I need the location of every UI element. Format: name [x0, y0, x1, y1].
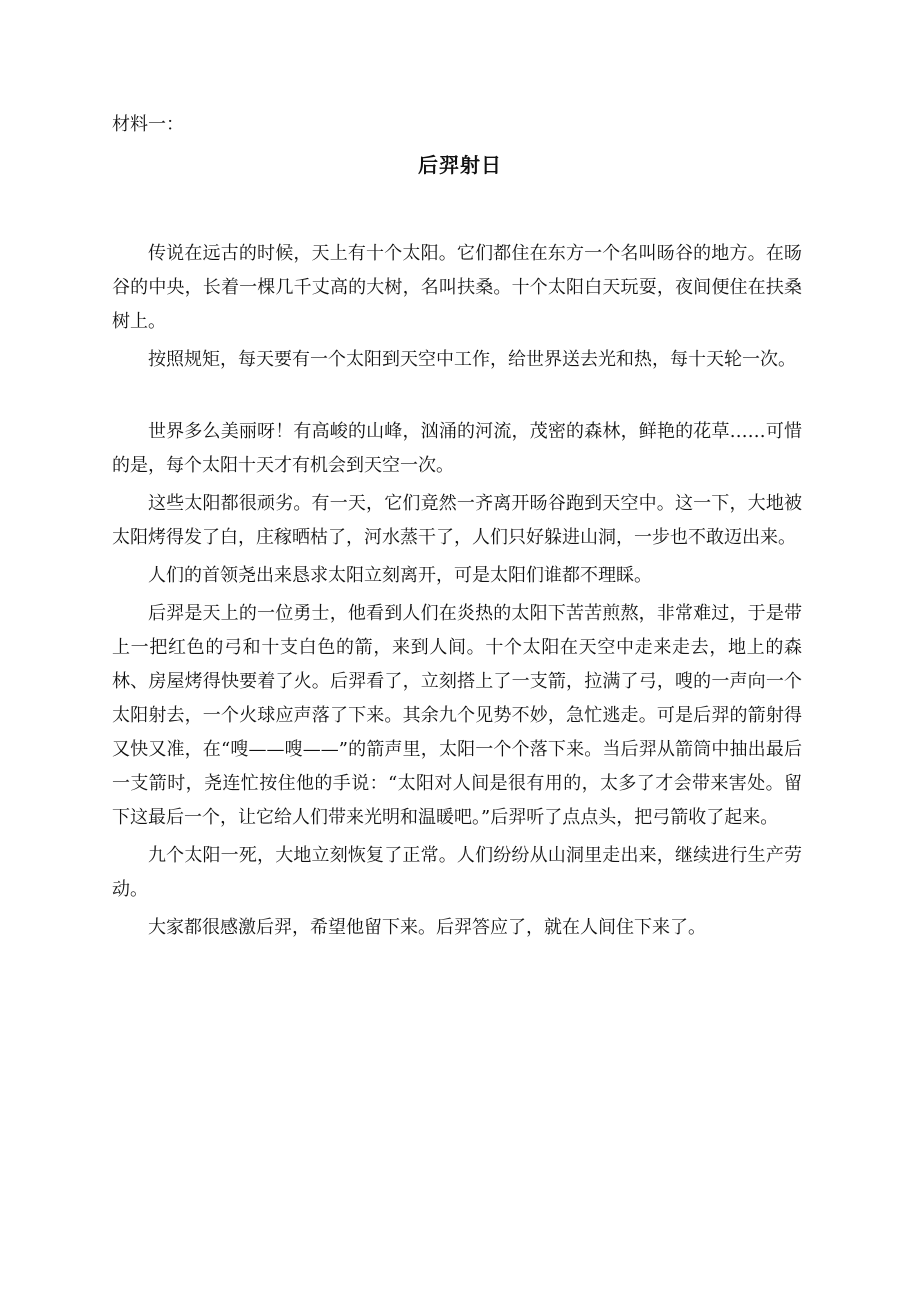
story-paragraph: 人们的首领尧出来恳求太阳立刻离开，可是太阳们谁都不理睬。	[148, 565, 652, 586]
material-label: 材料一：	[112, 114, 184, 135]
story-title: 后羿射日	[418, 153, 502, 177]
story-paragraph: 按照规矩，每天要有一个太阳到天空中工作，给世界送去光和热，每十天轮一次。	[148, 349, 796, 370]
story-paragraph: 九个太阳一死，大地立刻恢复了正常。人们纷纷从山洞里走出来，继续进行生产劳动。	[112, 845, 802, 900]
story-paragraph: 大家都很感激后羿，希望他留下来。后羿答应了，就在人间住下来了。	[148, 917, 706, 938]
story-paragraph: 这些太阳都很顽劣。有一天，它们竟然一齐离开旸谷跑到天空中。这一下，大地被太阳烤得发了白，庄稼晒枯了，河水蒸干了，人们只好躲进山洞，一步也不敢迈出来。	[112, 493, 802, 548]
story-paragraph: 世界多么美丽呀！有高峻的山峰，汹涌的河流，茂密的森林，鲜艳的花草……可惜的是，每个太阳十天才有机会到天空一次。	[112, 421, 802, 476]
story-paragraph: 后羿是天上的一位勇士，他看到人们在炎热的太阳下苦苦煎熬，非常难过，于是带上一把红色的弓和十支白色的箭，来到人间。十个太阳在天空中走来走去，地上的森林、房屋烤得快要着了火。后羿看了，立刻搭上了一支箭，拉满了弓，嗖的一声向一个太阳射去，一个火球应声落了下来。其余九个见势不妙，急忙逃走。可是后羿的箭射得又快又准，在“嗖——嗖——”的箭声里，太阳一个个落下来。当后羿从箭筒中抽出最后一支箭时，尧连忙按住他的手说：“太阳对人间是很有用的，太多了才会带来害处。留下这最后一个，让它给人们带来光明和温暖吧。”后羿听了点点头，把弓箭收了起来。	[112, 603, 802, 828]
story-body	[112, 237, 802, 949]
story-paragraph: 传说在远古的时候，天上有十个太阳。它们都住在东方一个名叫旸谷的地方。在旸谷的中央，长着一棵几千丈高的大树，名叫扶桑。十个太阳白天玩耍，夜间便住在扶桑树上。	[112, 243, 802, 332]
